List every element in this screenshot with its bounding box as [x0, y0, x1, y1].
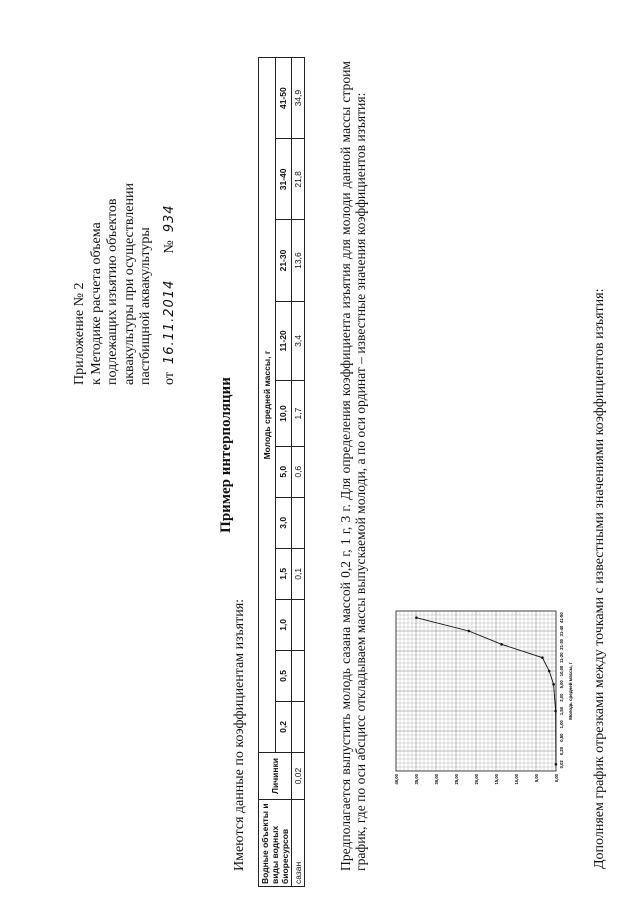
coefficient-table	[258, 57, 305, 887]
x-tick-label: 3,00	[559, 693, 564, 702]
description-paragraph: Предполагается выпустить молодь сазана массой 0,2 г, 1 г, 3 г. Для определения коэффициента изъятия для молоди данной массы строим график, где по оси абсцисс откладываем массы выпускаемой молоди, а по оси ординат – известные значения коэффициентов изъятия:	[338, 61, 369, 871]
interpolation-chart	[388, 601, 578, 801]
y-tick-label: 30,00	[434, 774, 439, 785]
data-point	[500, 643, 503, 646]
data-point	[555, 763, 558, 766]
larvae-cell: 0,02	[292, 753, 305, 800]
value-cell: 0,6	[292, 446, 305, 497]
value-cell: 1,7	[292, 381, 305, 446]
value-cell: 0,1	[292, 548, 305, 599]
data-point	[541, 656, 544, 659]
appendix-line: к Методике расчета объема	[88, 222, 104, 385]
x-axis-label: Молодь средней массы, г	[568, 662, 573, 720]
value-cell: 13,6	[292, 220, 305, 301]
data-point	[552, 683, 555, 686]
x-tick-label: 0,20	[559, 746, 564, 756]
appendix-line: Приложение № 2	[72, 282, 87, 385]
species-cell: сазан	[292, 800, 305, 887]
appendix-header	[72, 55, 178, 385]
x-tick-label: 1,00	[559, 720, 564, 729]
mass-header-cell: 3,0	[275, 497, 292, 548]
value-cell	[292, 599, 305, 650]
y-tick-label: 5,00	[534, 774, 539, 783]
value-cell: 21,8	[292, 139, 305, 220]
y-tick-label: 20,00	[474, 774, 479, 785]
mass-header-cell: 10,0	[275, 381, 292, 446]
x-tick-label: 41-50	[559, 612, 564, 624]
x-tick-label: 31-40	[559, 625, 564, 637]
x-tick-label: 1,50	[559, 706, 564, 716]
value-cell	[292, 701, 305, 752]
table-header-row	[259, 58, 276, 887]
y-tick-label: 40,00	[394, 774, 399, 785]
x-tick-label: 5,00	[559, 680, 564, 689]
intro-text: Имеются данные по коэффициентам изъятия:	[232, 598, 247, 871]
y-tick-label: 10,00	[514, 774, 519, 785]
y-tick-label: 35,00	[414, 774, 419, 785]
mass-header-cell: 1,5	[275, 548, 292, 599]
x-tick-label: 0,02	[559, 760, 564, 769]
col-species-header: Водные объекты и виды водных биоресурсов	[259, 800, 292, 887]
footer-text: Дополняем график отрезками между точками с известными значениями коэффициентов изъятия:	[592, 288, 607, 869]
value-cell: 3,4	[292, 301, 305, 381]
data-point	[554, 710, 557, 713]
handwritten-number: 934	[161, 204, 177, 233]
value-cell: 34,9	[292, 58, 305, 139]
x-tick-label: 11-20	[559, 652, 564, 663]
value-cell	[292, 497, 305, 548]
mass-header-cell: 21-30	[275, 220, 292, 301]
x-tick-label: 10,00	[559, 665, 564, 677]
number-prefix: №	[161, 240, 177, 254]
handwritten-date: 16.11.2014	[161, 279, 177, 365]
order-date-line	[162, 55, 179, 385]
data-point	[468, 630, 471, 633]
appendix-line: подлежащих изъятию объектов	[105, 198, 120, 385]
mass-header-cell: 1,0	[275, 599, 292, 650]
appendix-line: аквакультуры при осуществлении	[121, 183, 137, 385]
date-prefix: от	[161, 372, 177, 385]
table-row	[292, 58, 305, 887]
appendix-line: пастбищной аквакультуры	[138, 227, 153, 385]
mass-header-cell: 41-50	[275, 58, 292, 139]
mass-header-cell: 5,0	[275, 446, 292, 497]
x-tick-label: 21-30	[559, 638, 564, 650]
data-point	[415, 616, 418, 619]
data-point	[548, 670, 551, 673]
mass-header-cell: 11-20	[275, 301, 292, 381]
y-tick-label: 25,00	[454, 774, 459, 785]
col-mass-group-header: Молодь средней массы, г	[259, 58, 276, 753]
y-tick-label: 15,00	[494, 774, 499, 785]
mass-header-cell: 31-40	[275, 139, 292, 220]
col-larvae-header: Личинки	[259, 753, 292, 800]
value-cell	[292, 650, 305, 701]
y-tick-label: 0,00	[554, 774, 559, 783]
x-tick-label: 0,50	[559, 733, 564, 742]
mass-header-cell: 0,5	[275, 650, 292, 701]
mass-header-cell: 0,2	[275, 701, 292, 752]
page-title: Пример интерполяции	[218, 377, 234, 533]
